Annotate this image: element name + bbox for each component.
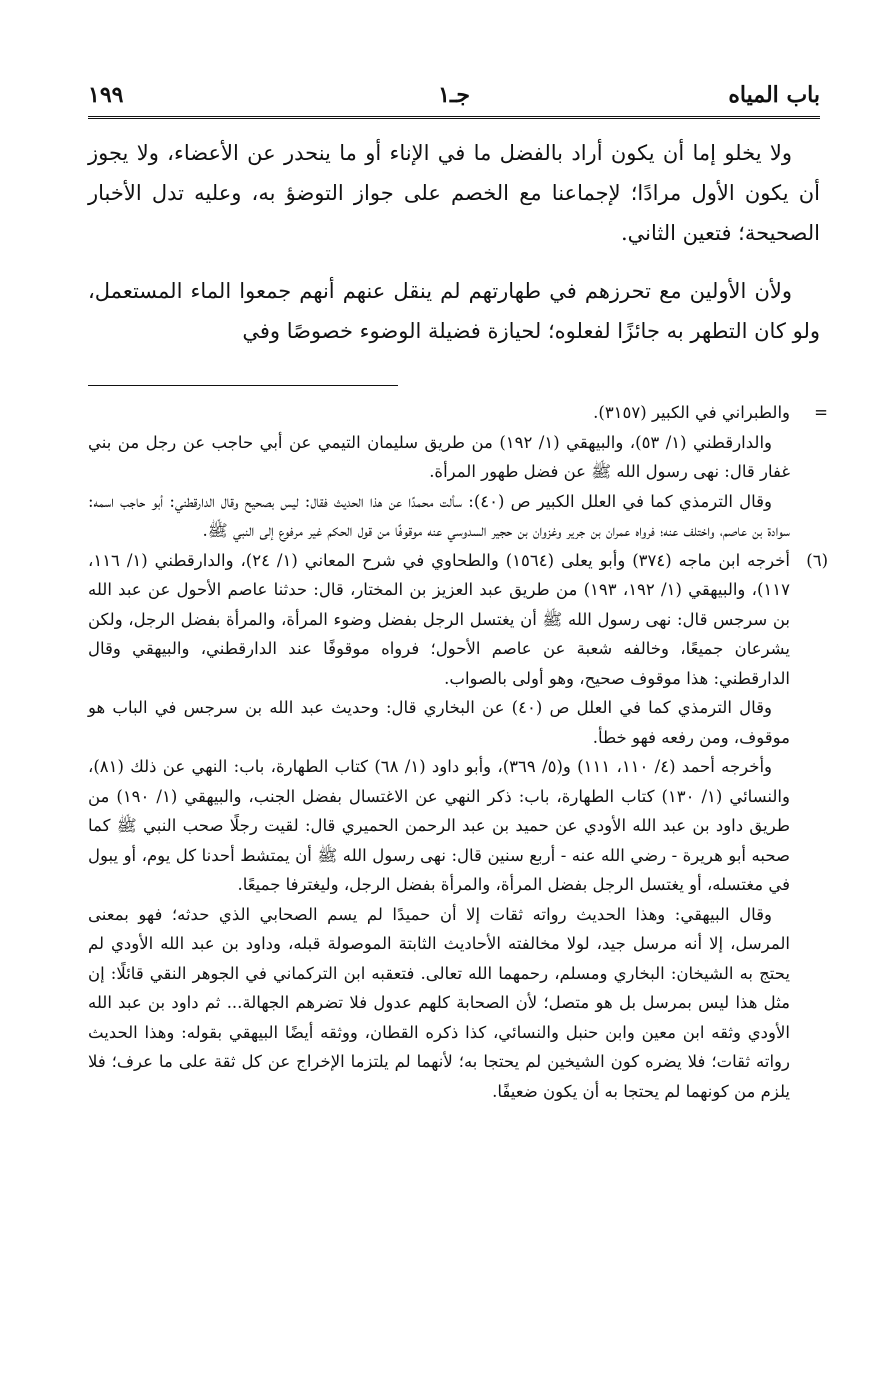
footnote-6 (88, 546, 828, 1107)
footnote-marker: (٦) (806, 550, 828, 570)
footnote-paragraph: وقال البيهقي: وهذا الحديث رواته ثقات إلا أن حميدًا لم يسم الصحابي الذي حدثه؛ فهو بمعنى المرسل، إلا أنه مرسل جيد، لولا مخالفته الأحاديث الثابتة الموصولة قبله، وداود بن عبد الله الأودي لم يحتج به الشيخان: البخاري ومسلم، رحمهما الله تعالى. فتعقبه ابن التركماني في الجوهر النقي قائلًا: إن مثل هذا ليس بمرسل بل هو متصل؛ لأن الصحابة كلهم عدول فلا تضرهم الجهالة... ثم داود بن عبد الله الأودي وثقه ابن معين وابن حنبل والنسائي، كذا ذكره القطان، ووثقه أيضًا البيهقي بقوله: وهذا الحديث رواته ثقات؛ فلا يضره كون الشيخين لم يحتجا به؛ لأنهما لم يلتزما الإخراج عن كل ثقة على ما عرف؛ فلا يلزم من كونهما لم يحتجا به أن يكون ضعيفًا. (88, 904, 790, 1101)
footnotes (88, 398, 828, 1106)
footnote-paragraph: أخرجه ابن ماجه (٣٧٤) وأبو يعلى (١٥٦٤) والطحاوي في شرح المعاني (١/ ٢٤)، والدارقطني (١/ ١١٦، ١١٧)، والبيهقي (١/ ١٩٢، ١٩٣) من طريق عبد العزيز بن المختار، قال: حدثنا عاصم الأحول عن عبد الله بن سرجس قال: نهى رسول الله ﷺ أن يغتسل الرجل بفضل وضوء المرأة، والمرأة بفضل الرجل، ولكن يشرعان جميعًا، وخالفه شعبة عن عاصم الأحول؛ فرواه موقوفًا عند الدارقطني، والبيهقي وقال الدارقطني: هذا موقوف صحيح، وهو أولى بالصواب. (88, 550, 791, 688)
main-paragraph: ولا يخلو إما أن يكون أراد بالفضل ما في الإناء أو ما ينحدر عن الأعضاء، ولا يجوز أن يكون الأول مرادًا؛ لإجماعنا مع الخصم على جواز التوضؤ به، وعليه تدل الأخبار الصحيحة؛ فتعين الثاني. (88, 141, 821, 245)
footnote-separator (88, 385, 398, 386)
volume-label: جـ١ (438, 82, 470, 108)
page-number: ١٩٩ (88, 82, 124, 108)
footnote-paragraph: وقال الترمذي كما في العلل ص (٤٠) عن البخاري قال: وحديث عبد الله بن سرجس في الباب هو موقوف، ومن رفعه فهو خطأ. (88, 698, 790, 747)
footnote-paragraph: والدارقطني (١/ ٥٣)، والبيهقي (١/ ١٩٢) من طريق سليمان التيمي عن أبي حاجب عن رجل من بني غفار قال: نهى رسول الله ﷺ عن فضل طهور المرأة. (88, 432, 790, 481)
footnote-paragraph: والطبراني في الكبير (٣١٥٧). (593, 403, 790, 422)
page-header (88, 78, 820, 119)
footnote-marker: = (814, 403, 828, 422)
section-title: باب المياه (728, 82, 820, 108)
main-text (88, 133, 820, 351)
footnote-paragraph: وقال الترمذي كما في العلل الكبير ص (٤٠): سألت محمدًا عن هذا الحديث فقال: ليس بصحيح وقال الدارقطني: أبو حاجب اسمه: سوادة بن عاصم، واختلف عنه؛ فرواه عمران بن جرير وغزوان بن حجير السدوسي عنه موقوفًا من قول الحكم غير مرفوع إلى النبي ﷺ. (88, 491, 790, 540)
footnote-continued (88, 398, 828, 546)
main-paragraph: ولأن الأولين مع تحرزهم في طهارتهم لم ينقل عنهم أنهم جمعوا الماء المستعمل، ولو كان التطهر به جائزًا لفعلوه؛ لحيازة فضيلة الوضوء خصوصًا وفي (88, 279, 820, 343)
footnote-paragraph: وأخرجه أحمد (٤/ ١١٠، ١١١) و(٥/ ٣٦٩)، وأبو داود (١/ ٦٨) كتاب الطهارة، باب: النهي عن ذلك (٨١)، والنسائي (١/ ١٣٠) كتاب الطهارة، باب: ذكر النهي عن الاغتسال بفضل الجنب، والبيهقي (١/ ١٩٠) من طريق داود بن عبد الله الأودي عن حميد بن عبد الرحمن الحميري قال: لقيت رجلًا صحب النبي ﷺ كما صحبه أبو هريرة - رضي الله عنه - أربع سنين قال: نهى رسول الله ﷺ أن يمتشط أحدنا كل يوم، أو يبول في مغتسله، أو يغتسل الرجل بفضل المرأة، والمرأة بفضل الرجل، وليغترفا جميعًا. (88, 757, 790, 894)
book-page (88, 78, 828, 1106)
